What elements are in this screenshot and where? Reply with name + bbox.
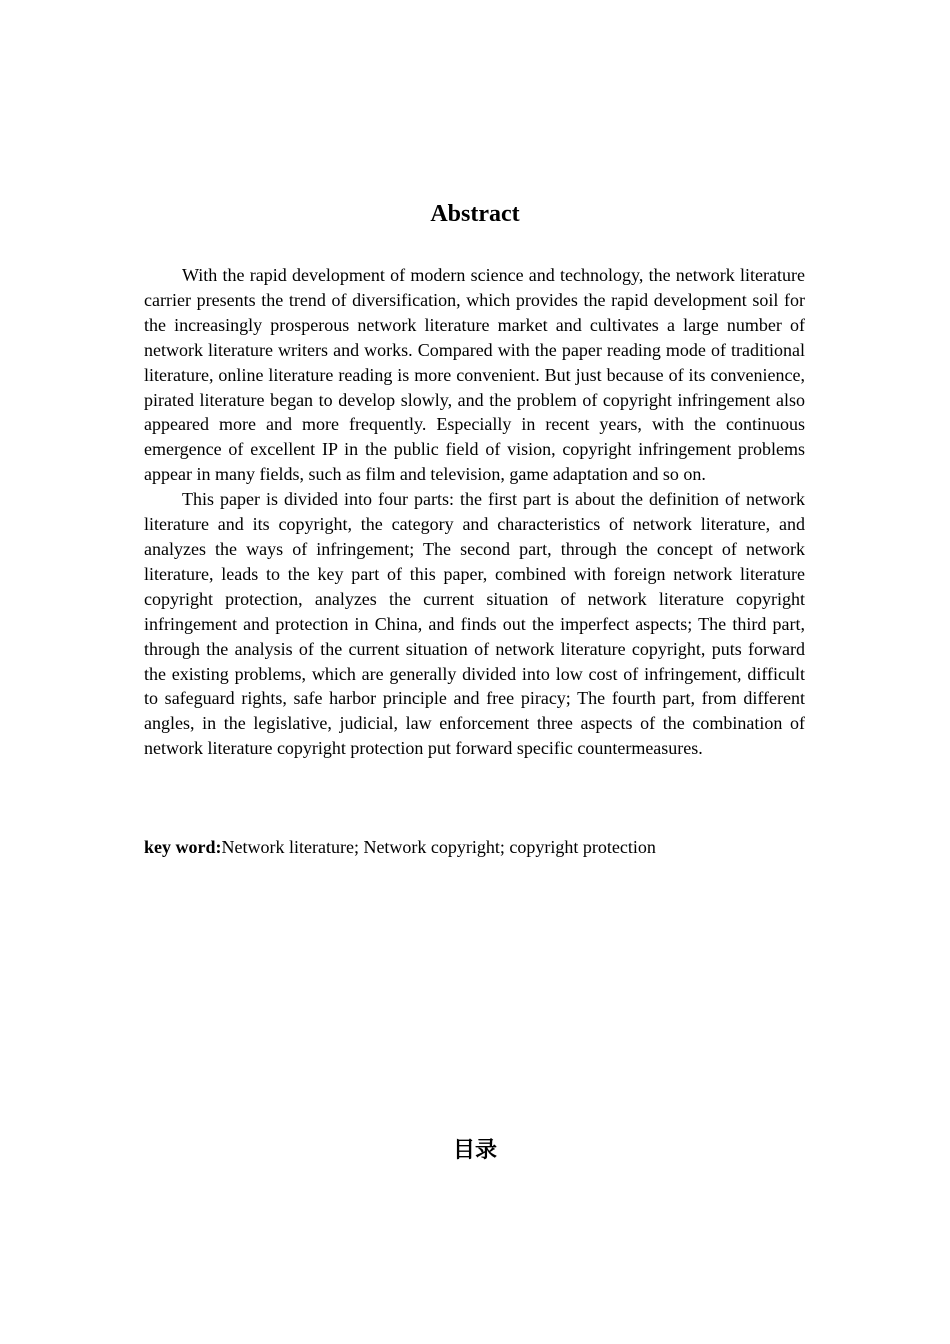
- abstract-title: Abstract: [430, 201, 520, 227]
- abstract-paragraph-1: With the rapid development of modern science and technology, the network literature carrier presents the trend of diversification, which provides the rapid development soil for the increasingly prosperous network literature market and cultivates a large number of network literature writers and works. Compared with the paper reading mode of traditional literature, online literature reading is more convenient. But just because of its convenience, pirated literature began to develop slowly, and the problem of copyright infringement also appeared more and more frequently. Especially in recent years, with the continuous emergence of excellent IP in the public field of vision, copyright infringement problems appear in many fields, such as film and television, game adaptation and so on.: [144, 265, 805, 485]
- keywords-value: Network literature; Network copyright; copyright protection: [221, 837, 656, 857]
- abstract-paragraph-2: This paper is divided into four parts: the first part is about the definition of network literature and its copyright, the category and characteristics of network literature, and analyzes the ways of infringement; The second part, through the concept of network literature, leads to the key part of this paper, combined with foreign network literature copyright protection, analyzes the current situation of network literature copyright infringement and protection in China, and finds out the imperfect aspects; The third part, through the analysis of the current situation of network literature copyright, puts forward the existing problems, which are generally divided into low cost of infringement, difficult to safeguard rights, safe harbor principle and free piracy; The fourth part, from different angles, in the legislative, judicial, law enforcement three aspects of the combination of network literature copyright protection put forward specific countermeasures.: [144, 489, 805, 759]
- keywords-line: [144, 835, 805, 860]
- keywords-label: key word:: [144, 837, 222, 857]
- abstract-body: [144, 263, 805, 761]
- toc-heading: 目录: [452, 1138, 497, 1163]
